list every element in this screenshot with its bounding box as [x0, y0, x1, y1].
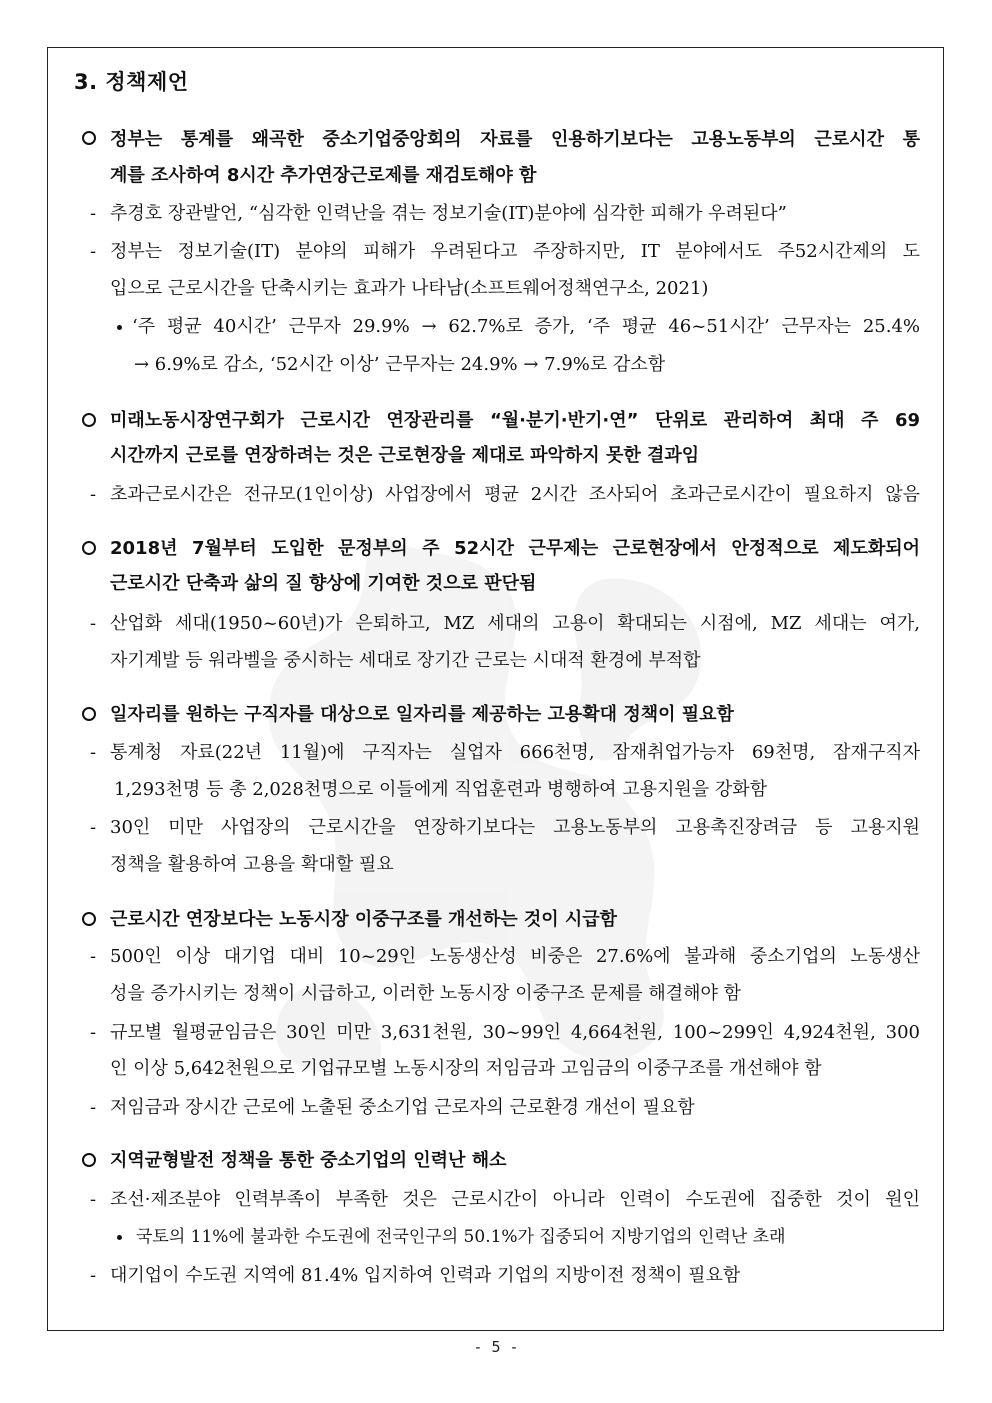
block-4-item-2-line-2: 정책을 활용하여 고용을 확대할 필요: [110, 854, 394, 875]
block-2-item-1: 초과근로시간은 전규모(1인이상) 사업장에서 평균 2시간 조사되어 초과근로시간이 필요하지 않음: [110, 484, 920, 505]
block-3-item-1-line-2: 자기계발 등 워라벨을 중시하는 세대로 장기간 근로는 시대적 환경에 부적합: [110, 650, 701, 671]
block-3-heading-line-1: 2018년 7월부터 도입한 문정부의 주 52시간 근무제는 근로현장에서 안정적으로 제도화되어: [110, 538, 920, 559]
dot-bullet-icon: [117, 1235, 122, 1240]
dash-bullet-icon: -: [90, 203, 97, 224]
section-title: 3. 정책제언: [74, 70, 189, 94]
block-4-item-1-line-1: 통계청 자료(22년 11월)에 구직자는 실업자 666천명, 잠재취업가능자 69천명, 잠재구직자: [110, 742, 920, 763]
block-6-item-2: 대기업이 수도권 지역에 81.4% 입지하여 인력과 기업의 지방이전 정책이 필요함: [110, 1265, 741, 1286]
block-5-item-1-line-2: 성을 증가시키는 정책이 시급하고, 이러한 노동시장 이중구조 문제를 해결해야 함: [110, 983, 742, 1004]
dash-bullet-icon: -: [90, 1022, 97, 1043]
block-1-subitem-1-line-2: → 6.9%로 감소, ‘52시간 이상’ 근무자는 24.9% → 7.9%로 감소함: [134, 354, 666, 375]
dash-bullet-icon: -: [90, 613, 97, 634]
block-1-item-2-line-1: 정부는 정보기술(IT) 분야의 피해가 우려된다고 주장하지만, IT 분야에서도 주52시간제의 도: [110, 241, 920, 262]
block-1-subitem-1-line-1: ‘주 평균 40시간’ 근무자 29.9% → 62.7%로 증가, ‘주 평균 46~51시간’ 근무자는 25.4%: [132, 316, 920, 337]
circle-bullet-icon: [82, 1153, 96, 1167]
block-5-heading-line-1: 근로시간 연장보다는 노동시장 이중구조를 개선하는 것이 시급함: [110, 909, 618, 930]
block-1-heading-line-2: 계를 조사하여 8시간 추가연장근로제를 재검토해야 함: [110, 165, 537, 186]
dash-bullet-icon: -: [90, 742, 97, 763]
circle-bullet-icon: [82, 413, 96, 427]
dash-bullet-icon: -: [90, 1265, 97, 1286]
dash-bullet-icon: -: [90, 946, 97, 967]
dash-bullet-icon: -: [90, 1189, 97, 1210]
dash-bullet-icon: -: [90, 241, 97, 262]
circle-bullet-icon: [82, 707, 96, 721]
block-6-subitem-1: 국토의 11%에 불과한 수도권에 전국인구의 50.1%가 집중되어 지방기업의 인력난 초래: [136, 1227, 786, 1247]
block-4-heading-line-1: 일자리를 원하는 구직자를 대상으로 일자리를 제공하는 고용확대 정책이 필요함: [110, 704, 734, 725]
block-6-heading-line-1: 지역균형발전 정책을 통한 중소기업의 인력난 해소: [110, 1150, 507, 1171]
block-6-item-1: 조선·제조분야 인력부족이 부족한 것은 근로시간이 아니라 인력이 수도권에 집중한 것이 원인: [110, 1189, 920, 1210]
dash-bullet-icon: -: [90, 484, 97, 505]
block-2-heading-line-1: 미래노동시장연구회가 근로시간 연장관리를 “월·분기·반기·연” 단위로 관리하여 최대 주 69: [110, 410, 920, 431]
circle-bullet-icon: [82, 541, 96, 555]
block-5-item-2-line-2: 인 이상 5,642천원으로 기업규모별 노동시장의 저임금과 고임금의 이중구조를 개선해야 함: [110, 1058, 822, 1079]
block-1-heading-line-1: 정부는 통계를 왜곡한 중소기업중앙회의 자료를 인용하기보다는 고용노동부의 근로시간 통: [110, 129, 920, 150]
block-4-item-1-line-2: 1,293천명 등 총 2,028천명으로 이들에게 직업훈련과 병행하여 고용지원을 강화함: [114, 779, 768, 800]
block-2-heading-line-2: 시간까지 근로를 연장하려는 것은 근로현장을 제대로 파악하지 못한 결과임: [110, 445, 700, 466]
block-1-item-2-line-2: 입으로 근로시간을 단축시키는 효과가 나타남(소프트웨어정책연구소, 2021): [110, 278, 709, 299]
page-number: - 5 -: [473, 1338, 519, 1356]
block-5-item-1-line-1: 500인 이상 대기업 대비 10~29인 노동생산성 비중은 27.6%에 불과해 중소기업의 노동생산: [110, 946, 920, 967]
block-1-item-1: 추경호 장관발언, “심각한 인력난을 겪는 정보기술(IT)분야에 심각한 피해가 우려된다”: [110, 203, 787, 224]
block-4-item-2-line-1: 30인 미만 사업장의 근로시간을 연장하기보다는 고용노동부의 고용촉진장려금 등 고용지원: [110, 817, 920, 838]
block-5-item-2-line-1: 규모별 월평균임금은 30인 미만 3,631천원, 30~99인 4,664천원, 100~299인 4,924천원, 300: [110, 1022, 920, 1043]
block-5-item-3: 저임금과 장시간 근로에 노출된 중소기업 근로자의 근로환경 개선이 필요함: [110, 1097, 695, 1118]
block-3-item-1-line-1: 산업화 세대(1950~60년)가 은퇴하고, MZ 세대의 고용이 확대되는 시점에, MZ 세대는 여가,: [110, 613, 920, 634]
circle-bullet-icon: [82, 131, 96, 145]
dash-bullet-icon: -: [90, 1097, 97, 1118]
dash-bullet-icon: -: [90, 817, 97, 838]
dot-bullet-icon: [117, 325, 122, 330]
circle-bullet-icon: [82, 912, 96, 926]
block-3-heading-line-2: 근로시간 단축과 삶의 질 향상에 기여한 것으로 판단됨: [110, 573, 537, 594]
